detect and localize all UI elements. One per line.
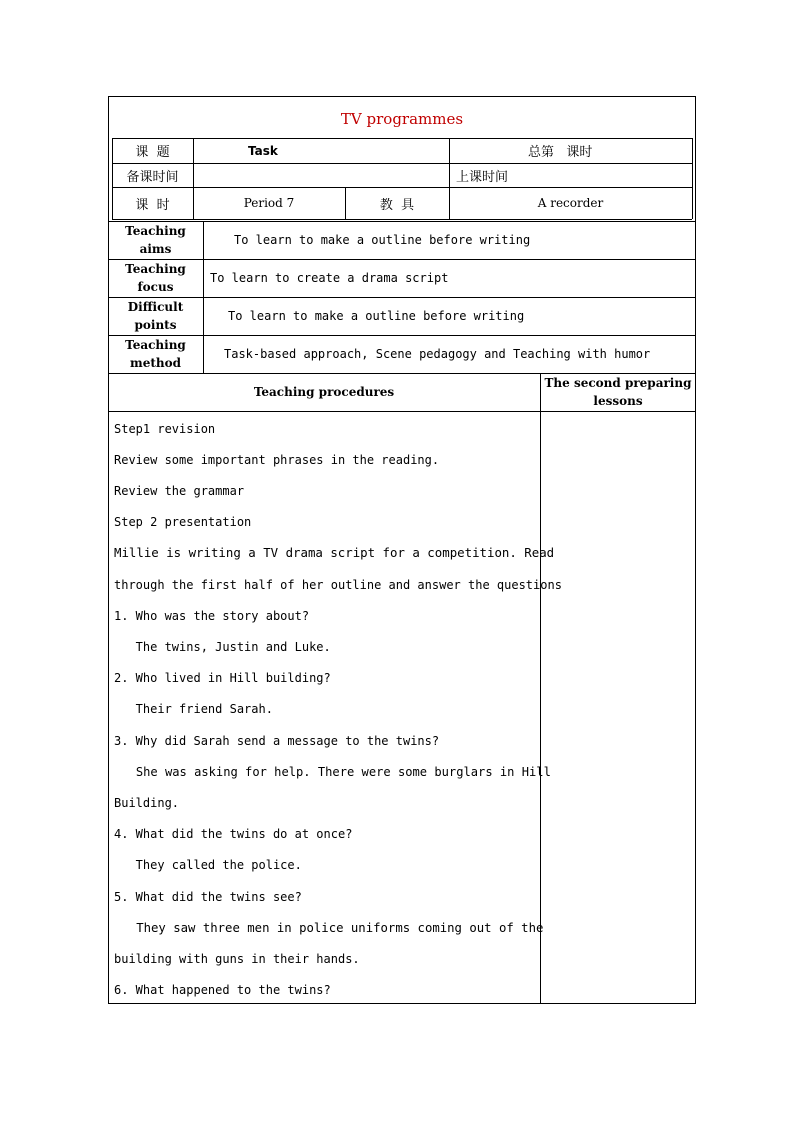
page-title: TV programmes	[340, 110, 464, 128]
difficult-label-line2: points	[134, 318, 177, 332]
procedure-line: Building.	[114, 796, 180, 810]
header-right-line	[692, 138, 693, 219]
procedures-header-line	[108, 411, 696, 412]
focus-label	[108, 259, 203, 297]
difficult-label	[108, 297, 203, 335]
procedure-line: 1. Who was the story about?	[114, 609, 310, 623]
subject-label: 课 题	[135, 145, 170, 160]
procedure-line: building with guns in their hands.	[114, 952, 360, 966]
focus-label-line1: Teaching	[125, 262, 186, 276]
procedure-line: Step1 revision	[114, 422, 216, 436]
prep-time-label: 备课时间	[126, 169, 179, 185]
method-label-line1: Teaching	[125, 338, 186, 352]
procedure-line: Review the grammar	[114, 484, 245, 498]
teaching-aids-label: 教 具	[379, 197, 415, 213]
method-label-line2: method	[130, 356, 181, 370]
prep-time-value	[200, 163, 440, 187]
aims-label	[108, 221, 203, 259]
second-preparing-line1: The second preparing	[544, 376, 692, 390]
procedure-line: through the first half of her outline and answer the questions	[114, 578, 562, 592]
procedure-line: They saw three men in police uniforms coming out of the	[114, 921, 544, 935]
focus-label-line2: focus	[137, 280, 174, 294]
rows-col-line	[203, 221, 204, 373]
period-label: 课 时	[135, 197, 170, 213]
focus-value: To learn to create a drama script	[210, 271, 449, 285]
second-preparing-header	[540, 373, 696, 411]
procedure-line: 3. Why did Sarah send a message to the twins?	[114, 734, 440, 748]
teaching-aids-value: A recorder	[537, 196, 604, 210]
procedure-line: Their friend Sarah.	[114, 702, 273, 716]
aims-label-line2: aims	[139, 242, 172, 256]
procedure-line: 6. What happened to the twins?	[114, 983, 331, 997]
procedure-line: The twins, Justin and Luke.	[114, 640, 331, 654]
aims-label-line1: Teaching	[125, 224, 186, 238]
procedure-line: They called the police.	[114, 858, 302, 872]
procedure-line: Step 2 presentation	[114, 515, 252, 529]
procedure-line: Review some important phrases in the reading.	[114, 453, 440, 467]
procedure-line: She was asking for help. There were some burglars in Hill	[114, 765, 551, 779]
subject-value: Task	[248, 143, 278, 158]
aims-value: To learn to make a outline before writing	[234, 233, 531, 247]
procedure-line: 5. What did the twins see?	[114, 890, 302, 904]
second-preparing-line2: lessons	[593, 394, 643, 408]
procedures-header: Teaching procedures	[253, 385, 395, 399]
procedure-line: 2. Who lived in Hill building?	[114, 671, 331, 685]
procedure-line: Millie is writing a TV drama script for a competition. Read	[114, 545, 555, 560]
difficult-label-line1: Difficult	[127, 300, 184, 314]
difficult-value: To learn to make a outline before writing	[228, 309, 525, 323]
total-lesson-label: 总第 课时	[528, 145, 593, 160]
procedures-col-line	[540, 373, 541, 1004]
period-value: Period 7	[243, 196, 295, 210]
class-time-label: 上课时间	[456, 169, 509, 185]
header-bottom-line	[112, 219, 692, 220]
method-value: Task-based approach, Scene pedagogy and Teaching with humor	[224, 347, 651, 361]
procedure-line: 4. What did the twins do at once?	[114, 827, 353, 841]
method-label	[108, 335, 203, 373]
